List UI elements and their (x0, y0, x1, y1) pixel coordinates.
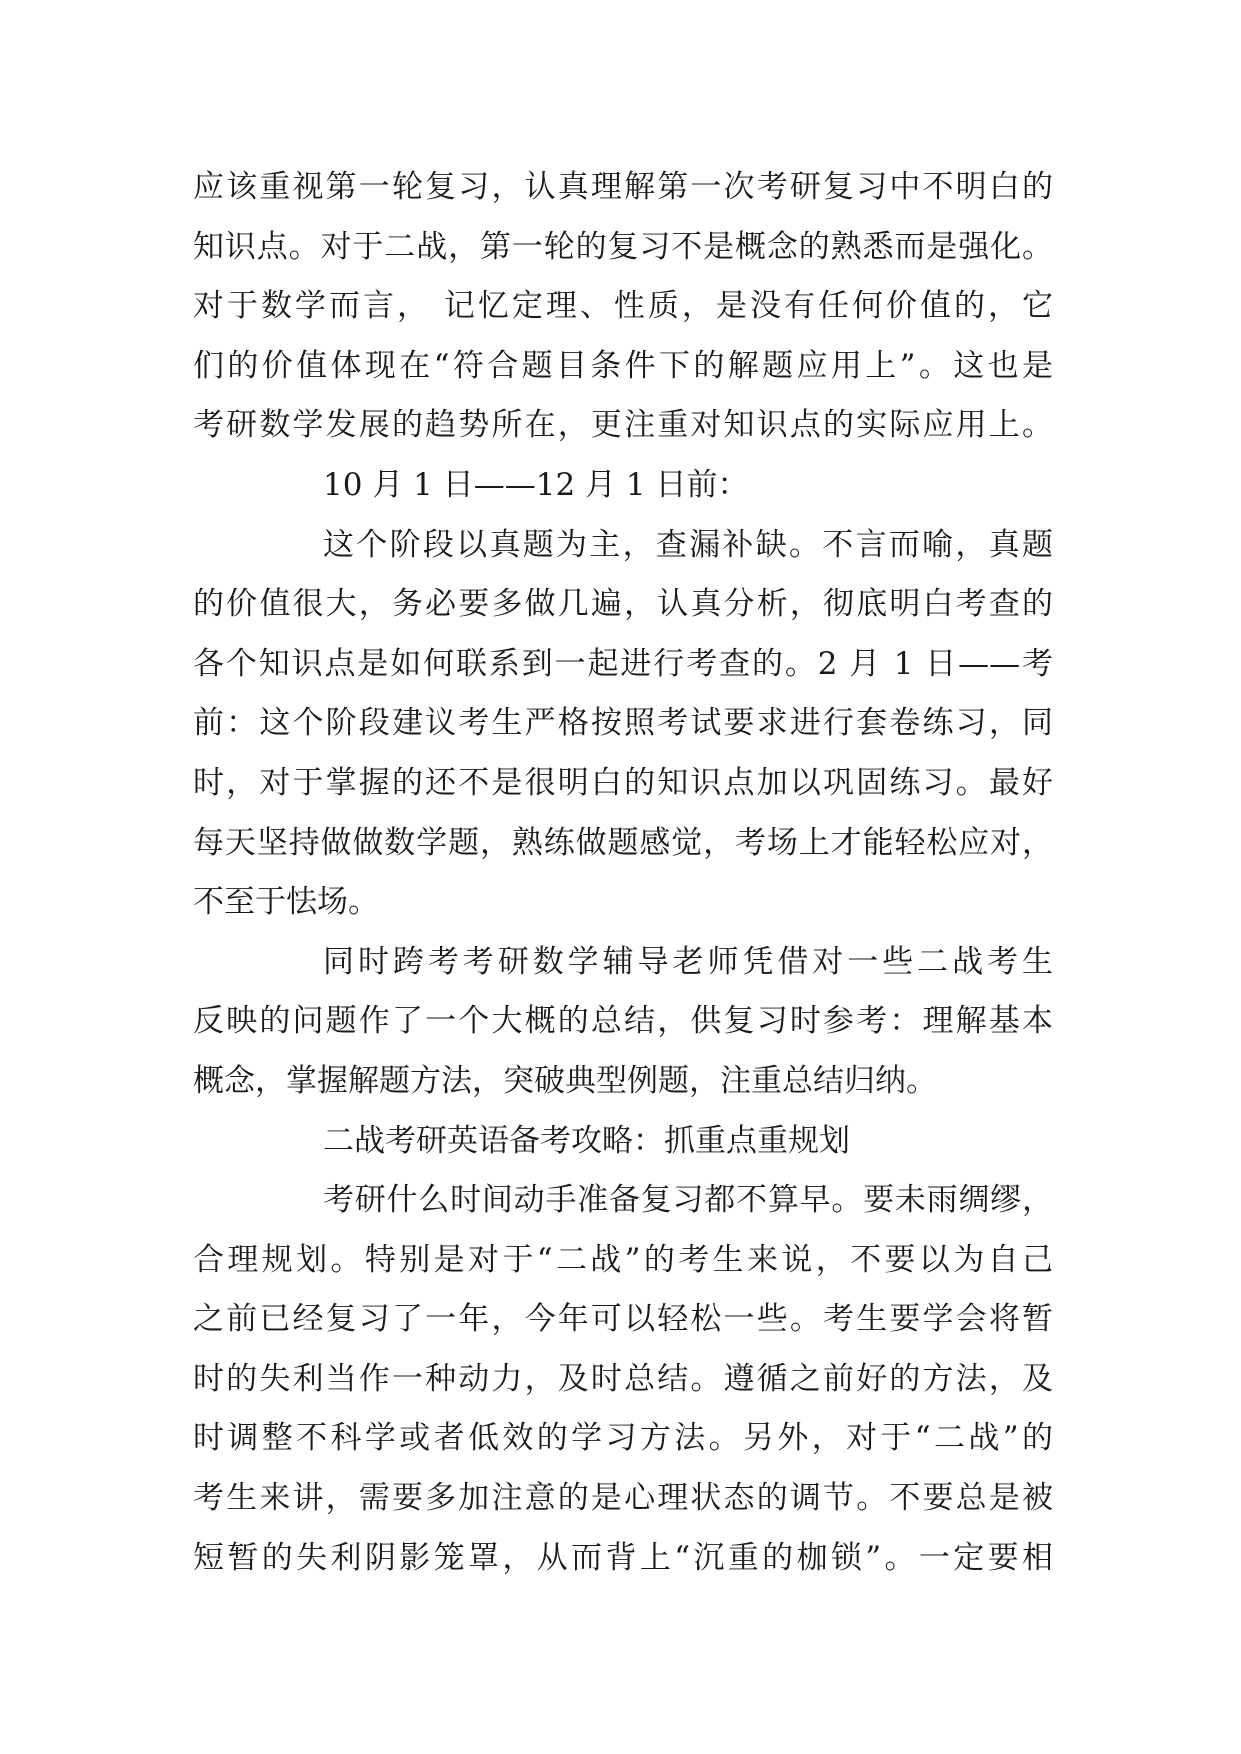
text-line: 合理规划。特别是对于“二战”的考生来说，不要以为自己 (193, 1241, 1053, 1278)
text-line: 对于数学而言， 记忆定理、性质，是没有任何价值的，它 (193, 288, 1053, 325)
date-range-heading: 10 月 1 日——12 月 1 日前： (323, 466, 749, 503)
body-text (193, 158, 1053, 1588)
text-line: 反映的问题作了一个大概的总结，供复习时参考：理解基本 (193, 1003, 1053, 1040)
text-line: 概念，掌握解题方法，突破典型例题，注重总结归纳。 (193, 1062, 937, 1099)
text-line: 们的价值体现在“符合题目条件下的解题应用上”。这也是 (193, 347, 1053, 384)
paragraph-start: 考研什么时间动手准备复习都不算早。要未雨绸缪， (323, 1182, 1053, 1219)
text-line: 应该重视第一轮复习，认真理解第一次考研复习中不明白的 (193, 169, 1053, 205)
paragraph-start: 这个阶段以真题为主，查漏补缺。不言而喻，真题 (323, 526, 1053, 563)
text-line: 各个知识点是如何联系到一起进行考查的。2 月 1 日——考 (193, 645, 1053, 682)
text-line: 不至于怯场。 (193, 884, 379, 921)
text-line: 短暂的失利阴影笼罩，从而背上“沉重的枷锁”。一定要相 (193, 1539, 1053, 1576)
text-line: 每天坚持做做数学题，熟练做题感觉，考场上才能轻松应对， (193, 824, 1053, 861)
text-line: 考生来讲，需要多加注意的是心理状态的调节。不要总是被 (193, 1480, 1053, 1517)
text-line: 前：这个阶段建议考生严格按照考试要求进行套卷练习，同 (193, 705, 1053, 742)
text-line: 的价值很大，务必要多做几遍，认真分析，彻底明白考查的 (193, 586, 1053, 623)
section-heading: 二战考研英语备考攻略：抓重点重规划 (323, 1122, 850, 1159)
text-line: 时的失利当作一种动力，及时总结。遵循之前好的方法，及 (193, 1360, 1053, 1397)
text-line: 之前已经复习了一年，今年可以轻松一些。考生要学会将暂 (193, 1301, 1053, 1338)
paragraph-start: 同时跨考考研数学辅导老师凭借对一些二战考生 (323, 943, 1053, 980)
text-line: 知识点。对于二战，第一轮的复习不是概念的熟悉而是强化。 (193, 228, 1053, 265)
text-line: 时调整不科学或者低效的学习方法。另外，对于“二战”的 (193, 1420, 1053, 1457)
text-line: 考研数学发展的趋势所在，更注重对知识点的实际应用上。 (193, 407, 1053, 444)
text-line: 时，对于掌握的还不是很明白的知识点加以巩固练习。最好 (193, 764, 1053, 801)
